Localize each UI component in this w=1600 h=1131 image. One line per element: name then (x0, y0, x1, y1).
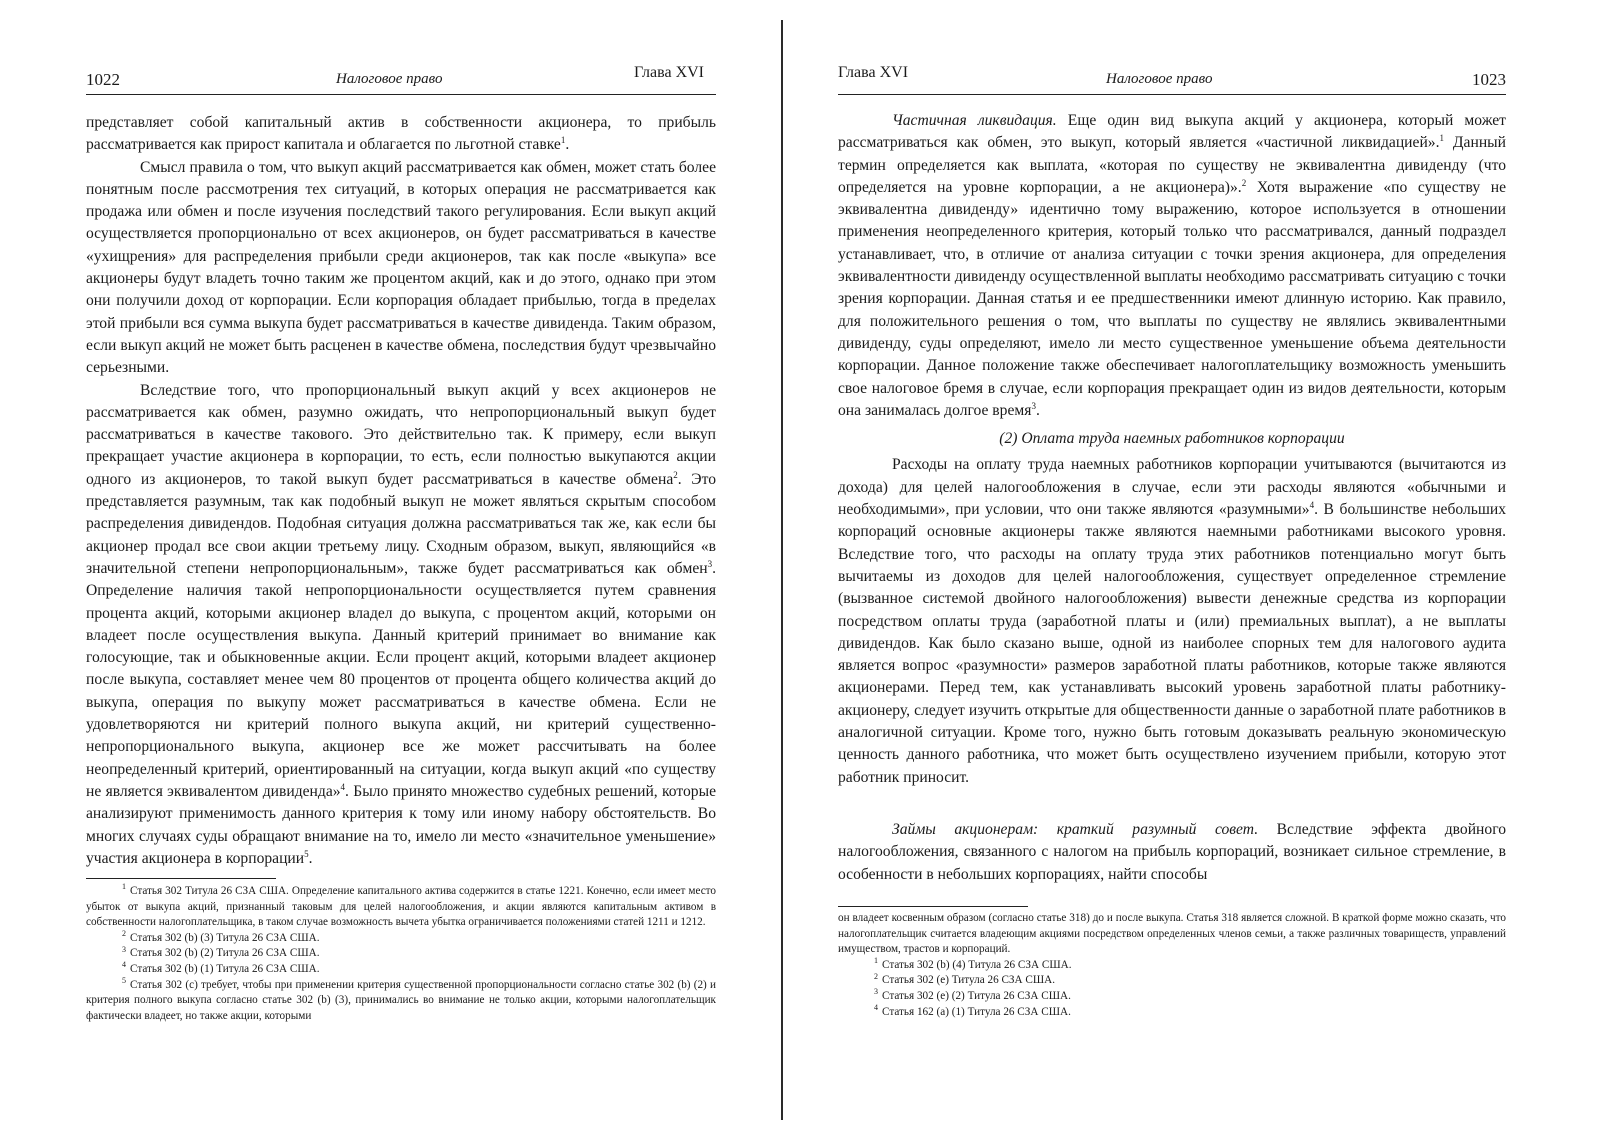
left-running-header (86, 58, 716, 95)
left-paragraph-1: представляет собой капитальный актив в собственности акционера, то прибыль рассматривается как прирост капитала и облагается по льготной ставке$^1$. (86, 114, 716, 154)
footnote: $^1$ Статья 302 (b) (4) Титула 26 СЗА США. (874, 956, 1072, 971)
right-body-text (838, 110, 1506, 886)
left-paragraph-3: Вследствие того, что пропорциональный выкуп акций у всех акционеров не рассматривается как обмен, разумно ожидать, что непропорциональный выкуп будет рассматриваться в качестве такового. Это действительно так. К примеру, если выкуп прекращает участие акционера в корпорации, то есть, если полностью выкупаются акции одного из акционеров, то такой выкуп будет рассматриваться в качестве обмена$^2$. Это представляется разумным, так как подобный выкуп не может являться скрытым способом распределения дивидендов. Подобная ситуация должна рассматриваться так же, как если бы акционер продал все свои акции третьему лицу. Сходным образом, выкуп, являющийся «в значительной степени непропорциональным», также будет рассматриваться как обмен$^3$. Определение наличия такой непропорциональности осуществляется путем сравнения процента акций, которыми акционер владел до выкупа, с процентом акций, которыми он владеет после осуществления выкупа. Данный критерий принимает во внимание как голосующие, так и обыкновенные акции. Если процент акций, которыми владеет акционер после выкупа, составляет менее чем 80 процентов от процента общего количества акций до выкупа, операция по выкупу может рассматриваться в качестве обмена. Если не удовлетворяются ни критерий полного выкупа акций, ни критерий существенно-непропорционального выкупа, акционер все же может рассчитывать на более неопределенный критерий, ориентированный на ситуации, когда выкуп акций «по существу не является эквивалентом дивиденда»$^4$. Было принято множество судебных решений, которые анализируют применимость данного критерия к тому или иному набору обстоятельств. Во многих случаях суды обращают внимание на то, имело ли место «значительное уменьшение» участия акционера в корпорации$^5$. (86, 381, 717, 867)
footnote: $^1$ Статья 302 Титула 26 СЗА США. Определение капитального актива содержится в статье 1221. Конечно, если имеет место убыток от выкупа акций, признанный таковым для целей налогообложения, и акции являются капитальным активом в собственности налогоплательщика, в таком случае возможность вычета убытка ограничивается положениями статей 1211 и 1212. (86, 882, 716, 929)
footnote: $^3$ Статья 302 (e) (2) Титула 26 СЗА США. (874, 987, 1071, 1002)
book-spine (781, 20, 783, 1120)
section-heading: (2) Оплата труда наемных работников корпорации (999, 430, 1345, 448)
right-paragraph-2: Расходы на оплату труда наемных работников корпорации учитываются (вычитаются из дохода) для целей налогообложения в случае, если эти расходы являются «обычными и необходимыми», при условии, что они также являются «разумными»$^4$. В большинстве небольших корпораций основные акционеры также являются наемными работниками высокого уровня. Вследствие того, что расходы на оплату труда этих работников потенциально могут быть вычитаемы из доходов для целей налогообложения, существует определенное стремление (вызванное системой двойного налогообложения) вывести денежные средства из корпорации посредством оплаты труда (заработной платы и (или) премиальных выплат), а не выплаты дивидендов. Как было сказано выше, одной из наиболее спорных тем для налогового аудита является вопрос «разумности» размеров заработной платы работников, которые также являются акционерами. Перед тем, как устанавливать высокий уровень заработной платы работнику-акционеру, следует изучить открытые для общественности данные о заработной плате работников в аналогичной ситуации. Кроме того, нужно быть готовым доказывать реальную экономическую ценность данного работника, что может быть осуществлено изучением прибыли, которую этот работник приносит. (838, 456, 1507, 786)
right-footnotes (838, 911, 1506, 1020)
footnote: $^4$ Статья 302 (b) (1) Титула 26 СЗА США. (122, 960, 320, 975)
right-page-number: 1023 (1472, 70, 1506, 89)
right-running-title: Налоговое право (1106, 71, 1213, 87)
footnote: $^2$ Статья 302 (e) Титула 26 СЗА США. (874, 971, 1056, 987)
right-page (790, 0, 1600, 1131)
left-footnote-rule (86, 878, 276, 879)
left-running-title: Налоговое право (336, 71, 443, 87)
footnote: $^5$ Статья 302 (c) требует, чтобы при применении критерия существенной пропорциональности согласно статье 302 (b) (2) и критерия полного выкупа согласно статье 302 (b) (3), принимались во внимание не только акции, которыми налогоплательщик фактически владеет, но также акции, которыми (86, 975, 716, 1022)
right-paragraph-3: Займы акционерам: краткий разумный совет. Вследствие эффекта двойного налогообложения, связанного с налогом на прибыль корпораций, возникает сильное стремление, в особенности в небольших корпорациях, найти способы (838, 820, 1507, 883)
right-paragraph-1: Частичная ликвидация. Еще один вид выкупа акций у акционера, который может рассматриваться как обмен, это выкуп, который является «частичной ликвидацией».$^1$ Данный термин определяется как выплата, «которая по существу не эквивалентна дивиденду (что определяется на уровне корпорации, а не акционера)».$^2$ Хотя выражение «по существу не эквивалентна дивиденду» идентично тому выражению, которое используется в отношении применения неопределенного критерия, который только что рассматривался, данный подраздел устанавливает, что, в отличие от анализа ситуации с точки зрения акционера, для определения эквивалентности дивиденду осуществленной выплаты необходимо рассматривать ситуацию с точки зрения корпорации. Данная статья и ее предшественники имеют длинную историю. Как правило, для положительного решения о том, что выплаты по существу не являлись эквивалентными дивиденду, суды определяют, имело ли место существенное уменьшение объема деятельности корпорации. Данное положение также обеспечивает налогоплательщику возможность уменьшить свое налоговое бремя в случае, если корпорация прекращает один из видов деятельности, которым она занималась долгое время$^3$. (838, 112, 1506, 419)
left-body-text (86, 112, 716, 870)
footnote: $^3$ Статья 302 (b) (2) Титула 26 СЗА США. (122, 944, 320, 960)
left-page-number: 1022 (86, 70, 120, 89)
footnote-continuation: он владеет косвенным образом (согласно статье 318) до и после выкупа. Статья 318 является сложной. В краткой форме можно сказать, что налогоплательщик считается владеющим акциями посредством определенных членов семьи, а также различных товариществ, управлений имуществом, трастов и корпораций. (838, 912, 1506, 956)
footnote: $^2$ Статья 302 (b) (3) Титула 26 СЗА США. (122, 929, 320, 944)
right-running-header (838, 58, 1506, 95)
left-footnotes (86, 884, 716, 1024)
right-chapter-label: Глава XVI (838, 64, 909, 81)
left-chapter-label: Глава XVI (633, 64, 704, 81)
left-page (0, 0, 785, 1131)
right-footnote-rule (838, 906, 1028, 907)
footnote: $^4$ Статья 162 (a) (1) Титула 26 СЗА США. (874, 1002, 1071, 1018)
left-paragraph-2: Смысл правила о том, что выкуп акций рассматривается как обмен, может стать более понятным после рассмотрения тех ситуаций, в которых операция не рассматривается как продажа или обмен и после изучения последствий такого регулирования. Если выкуп акций осуществляется пропорционально от всех акционеров, он будет рассматриваться в качестве «ухищрения» для распределения прибыли среди акционеров, так как после «выкупа» все акционеры будут владеть точно таким же процентом акций, как и до этого, однако при этом они получили доход от корпорации. Если корпорация обладает прибылью, тогда в пределах этой прибыли вся сумма выкупа будет рассматриваться в качестве дивиденда. Таким образом, если выкуп акций не может быть расценен в качестве обмена, последствия будут чрезвычайно серьезными. (86, 158, 716, 377)
